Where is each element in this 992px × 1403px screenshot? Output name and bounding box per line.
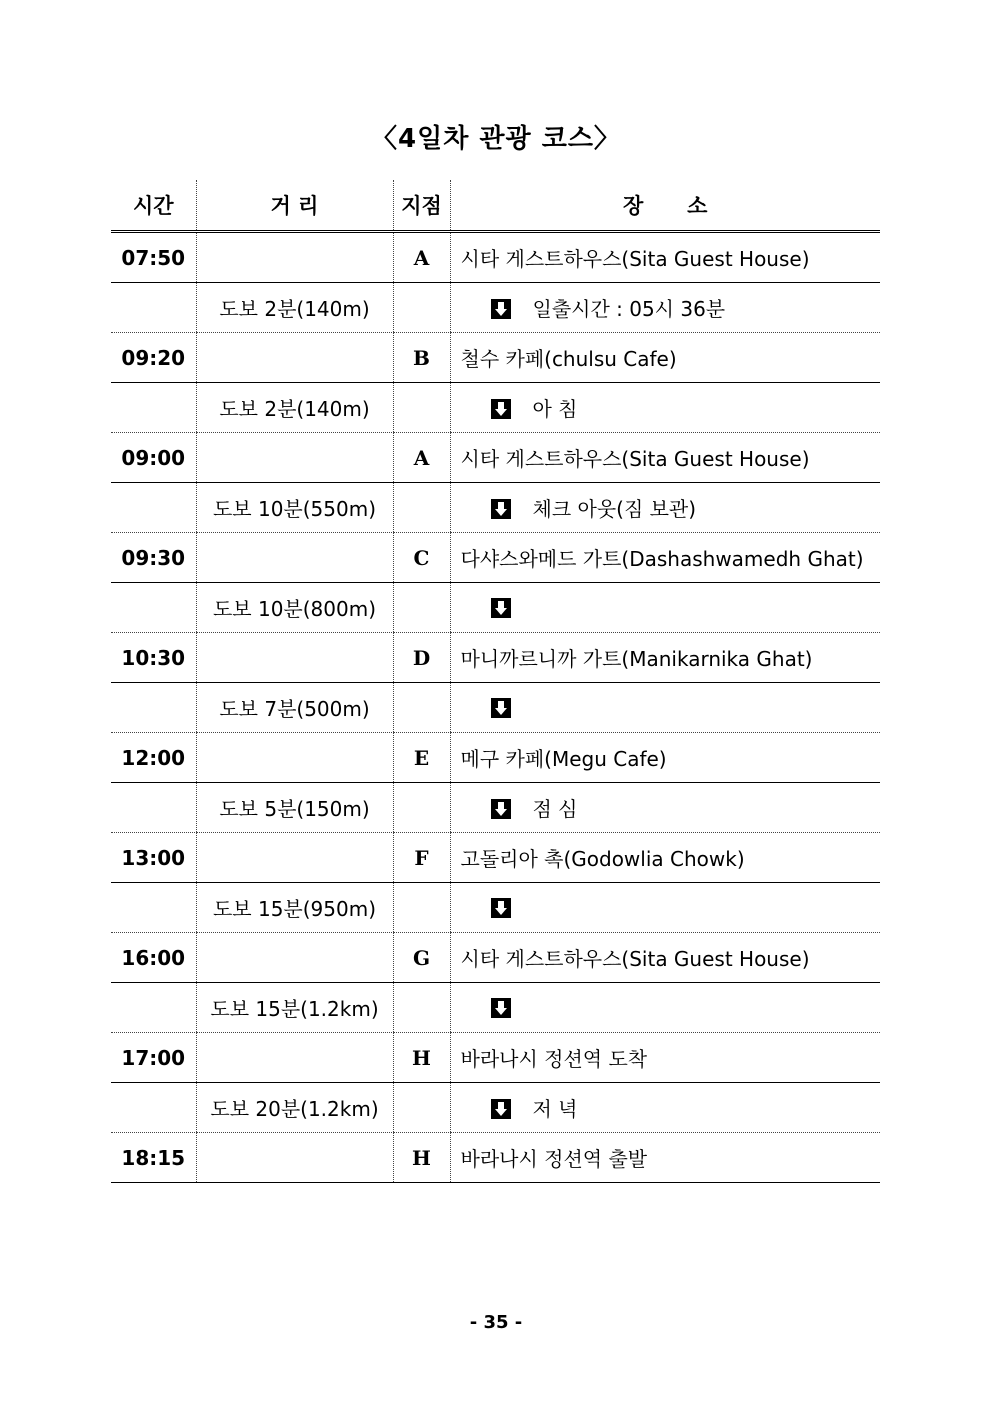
down-arrow-box-icon	[491, 598, 511, 618]
stop-row	[111, 933, 880, 983]
point-cell	[393, 483, 450, 533]
walk-row	[111, 983, 880, 1033]
point-cell: E	[393, 733, 450, 783]
header-distance: 거 리	[196, 180, 393, 232]
note-cell	[450, 583, 880, 633]
time-cell: 12:00	[111, 733, 196, 783]
point-cell: C	[393, 533, 450, 583]
down-arrow-box-icon	[491, 399, 511, 419]
down-arrow-box-icon	[491, 799, 511, 819]
walk-distance: 도보 20분(1.2km)	[196, 1083, 393, 1133]
stop-row	[111, 633, 880, 683]
place-cell: 다샤스와메드 가트(Dashashwamedh Ghat)	[450, 533, 880, 583]
place-cell: 바라나시 정션역 출발	[450, 1133, 880, 1183]
point-cell	[393, 1083, 450, 1133]
time-cell: 18:15	[111, 1133, 196, 1183]
walk-row	[111, 883, 880, 933]
walk-distance: 도보 10분(800m)	[196, 583, 393, 633]
time-cell	[111, 983, 196, 1033]
point-cell: H	[393, 1133, 450, 1183]
point-cell: G	[393, 933, 450, 983]
note-cell	[450, 883, 880, 933]
down-arrow-box-icon	[491, 1099, 511, 1119]
distance-cell	[196, 433, 393, 483]
place-cell: 시타 게스트하우스(Sita Guest House)	[450, 433, 880, 483]
walk-row	[111, 1083, 880, 1133]
point-cell	[393, 383, 450, 433]
distance-cell	[196, 1133, 393, 1183]
note-cell	[450, 783, 880, 833]
stop-row	[111, 733, 880, 783]
time-cell	[111, 883, 196, 933]
walk-distance: 도보 15분(1.2km)	[196, 983, 393, 1033]
note-text: 저 녁	[532, 1097, 578, 1121]
point-cell	[393, 683, 450, 733]
place-cell: 철수 카페(chulsu Cafe)	[450, 333, 880, 383]
note-text: 체크 아웃(짐 보관)	[532, 497, 697, 521]
time-cell: 10:30	[111, 633, 196, 683]
time-cell	[111, 1083, 196, 1133]
header-place: 장 소	[450, 180, 880, 232]
distance-cell	[196, 232, 393, 283]
time-cell: 09:00	[111, 433, 196, 483]
distance-cell	[196, 933, 393, 983]
point-cell	[393, 283, 450, 333]
down-arrow-box-icon	[491, 898, 511, 918]
note-text: 아 침	[532, 397, 578, 421]
place-cell: 시타 게스트하우스(Sita Guest House)	[450, 232, 880, 283]
walk-distance: 도보 10분(550m)	[196, 483, 393, 533]
time-cell: 07:50	[111, 232, 196, 283]
point-cell: B	[393, 333, 450, 383]
time-cell	[111, 583, 196, 633]
distance-cell	[196, 1033, 393, 1083]
distance-cell	[196, 533, 393, 583]
stop-row	[111, 1133, 880, 1183]
walk-distance: 도보 2분(140m)	[196, 283, 393, 333]
distance-cell	[196, 333, 393, 383]
point-cell	[393, 583, 450, 633]
stop-row	[111, 433, 880, 483]
note-text: 일출시간 : 05시 36분	[532, 297, 726, 321]
walk-row	[111, 283, 880, 333]
distance-cell	[196, 733, 393, 783]
walk-distance: 도보 7분(500m)	[196, 683, 393, 733]
distance-cell	[196, 633, 393, 683]
point-cell: A	[393, 433, 450, 483]
time-cell	[111, 783, 196, 833]
note-text: 점 심	[532, 797, 578, 821]
walk-row	[111, 583, 880, 633]
place-cell: 시타 게스트하우스(Sita Guest House)	[450, 933, 880, 983]
place-cell: 메구 카페(Megu Cafe)	[450, 733, 880, 783]
stop-row	[111, 232, 880, 283]
tour-schedule-table	[111, 180, 880, 1183]
place-cell: 마니까르니까 가트(Manikarnika Ghat)	[450, 633, 880, 683]
header-time: 시간	[111, 180, 196, 232]
note-cell	[450, 1083, 880, 1133]
time-cell	[111, 283, 196, 333]
stop-row	[111, 533, 880, 583]
point-cell	[393, 783, 450, 833]
walk-distance: 도보 5분(150m)	[196, 783, 393, 833]
point-cell	[393, 983, 450, 1033]
time-cell: 09:30	[111, 533, 196, 583]
time-cell: 16:00	[111, 933, 196, 983]
walk-row	[111, 483, 880, 533]
down-arrow-box-icon	[491, 499, 511, 519]
down-arrow-box-icon	[491, 299, 511, 319]
page-title: 〈4일차 관광 코스〉	[371, 124, 621, 154]
note-cell	[450, 983, 880, 1033]
stop-row	[111, 833, 880, 883]
walk-row	[111, 383, 880, 433]
note-cell	[450, 683, 880, 733]
down-arrow-box-icon	[491, 998, 511, 1018]
place-cell: 고돌리아 촉(Godowlia Chowk)	[450, 833, 880, 883]
point-cell: H	[393, 1033, 450, 1083]
time-cell: 13:00	[111, 833, 196, 883]
time-cell: 09:20	[111, 333, 196, 383]
distance-cell	[196, 833, 393, 883]
walk-row	[111, 683, 880, 733]
note-cell	[450, 383, 880, 433]
note-cell	[450, 283, 880, 333]
point-cell: D	[393, 633, 450, 683]
walk-distance: 도보 2분(140m)	[196, 383, 393, 433]
place-cell: 바라나시 정션역 도착	[450, 1033, 880, 1083]
point-cell	[393, 883, 450, 933]
header-point: 지점	[393, 180, 450, 232]
time-cell	[111, 683, 196, 733]
walk-distance: 도보 15분(950m)	[196, 883, 393, 933]
page-number: - 35 -	[469, 1312, 523, 1333]
walk-row	[111, 783, 880, 833]
point-cell: A	[393, 232, 450, 283]
stop-row	[111, 1033, 880, 1083]
time-cell: 17:00	[111, 1033, 196, 1083]
time-cell	[111, 483, 196, 533]
stop-row	[111, 333, 880, 383]
time-cell	[111, 383, 196, 433]
down-arrow-box-icon	[491, 698, 511, 718]
header-row	[111, 180, 880, 232]
point-cell: F	[393, 833, 450, 883]
note-cell	[450, 483, 880, 533]
